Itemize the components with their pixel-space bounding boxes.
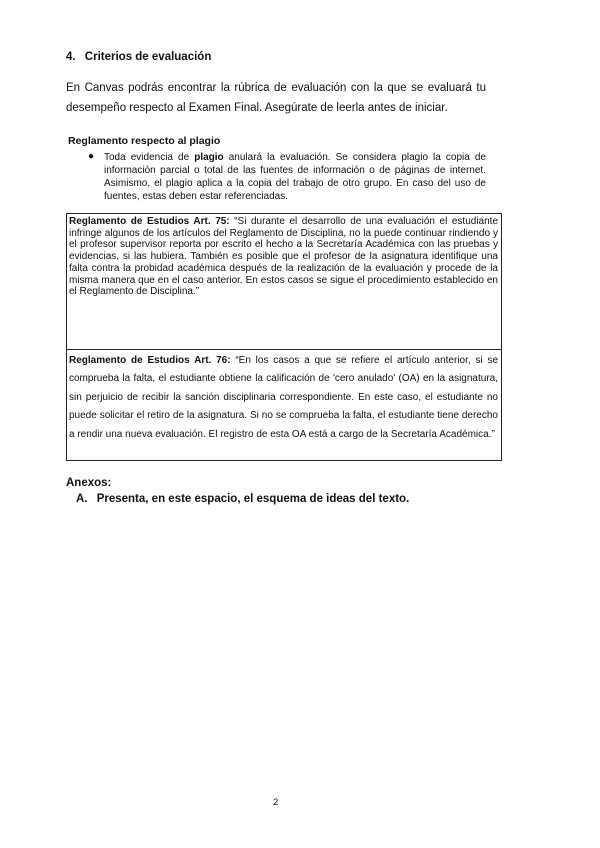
article-76-label: Reglamento de Estudios Art. 76:	[69, 355, 231, 366]
article-75-text: “Si durante el desarrollo de una evaluación el estudiante infringe algunos de los artículos del Reglamento de Disciplina, no la puede continuar rindiendo y el profesor supervisor reporta por escrito el hecho a la Secretaría Académica con las pruebas y evidencias, si las hubiera. También es posible que el profesor de la asignatura identifique una falta contra la probidad académica después de la realización de la evaluación y procede de la misma manera que en el caso anterior. En estos casos se sigue el procedimiento establecido en el Reglamento de Disciplina.”	[69, 216, 499, 298]
bullet-icon: ●	[88, 151, 95, 162]
anexos-heading: Anexos:	[66, 477, 112, 489]
article-76-text: “En los casos a que se refiere el artículo anterior, si se comprueba la falta, el estudiante obtiene la calificación de 'cero anulado' (OA) en la asignatura, sin perjuicio de recibir la sanción disciplinaria correspondiente. En este caso, el estudiante no puede solicitar el retiro de la asignatura. Si no se comprueba la falta, el estudiante tiene derecho a rendir una nueva evaluación. El registro de esta OA está a cargo de la Secretaría Académica.”	[69, 355, 498, 440]
section-heading	[66, 51, 211, 63]
article-75-label: Reglamento de Estudios Art. 75:	[69, 216, 230, 227]
section-title: Criterios de evaluación	[84, 51, 212, 63]
article-76-box	[66, 349, 502, 461]
article-75-box	[66, 213, 502, 350]
plagio-heading: Reglamento respecto al plagio	[68, 135, 221, 147]
page-number: 2	[273, 797, 279, 808]
intro-paragraph: En Canvas podrás encontrar la rúbrica de evaluación con la que se evaluará tu desempeño respecto al Examen Final. Asegúrate de leerla antes de iniciar.	[66, 82, 486, 114]
plagio-bullet	[88, 151, 486, 203]
bullet-lead: Toda evidencia de	[104, 152, 195, 163]
bullet-bold: plagio	[194, 152, 224, 163]
anexos-item-letter: A.	[76, 493, 88, 505]
section-number: 4.	[66, 51, 76, 63]
bullet-text: anulará la evaluación. Se considera plagio la copia de información parcial o total de las fuentes de información o de páginas de internet. Asimismo, el plagio aplica a la copia del trabajo de otro grupo. En caso del uso de fuentes, estas deben estar referenciadas.	[104, 152, 486, 202]
anexos-item-text: Presenta, en este espacio, el esquema de ideas del texto.	[96, 493, 410, 505]
anexos-item	[76, 493, 409, 505]
